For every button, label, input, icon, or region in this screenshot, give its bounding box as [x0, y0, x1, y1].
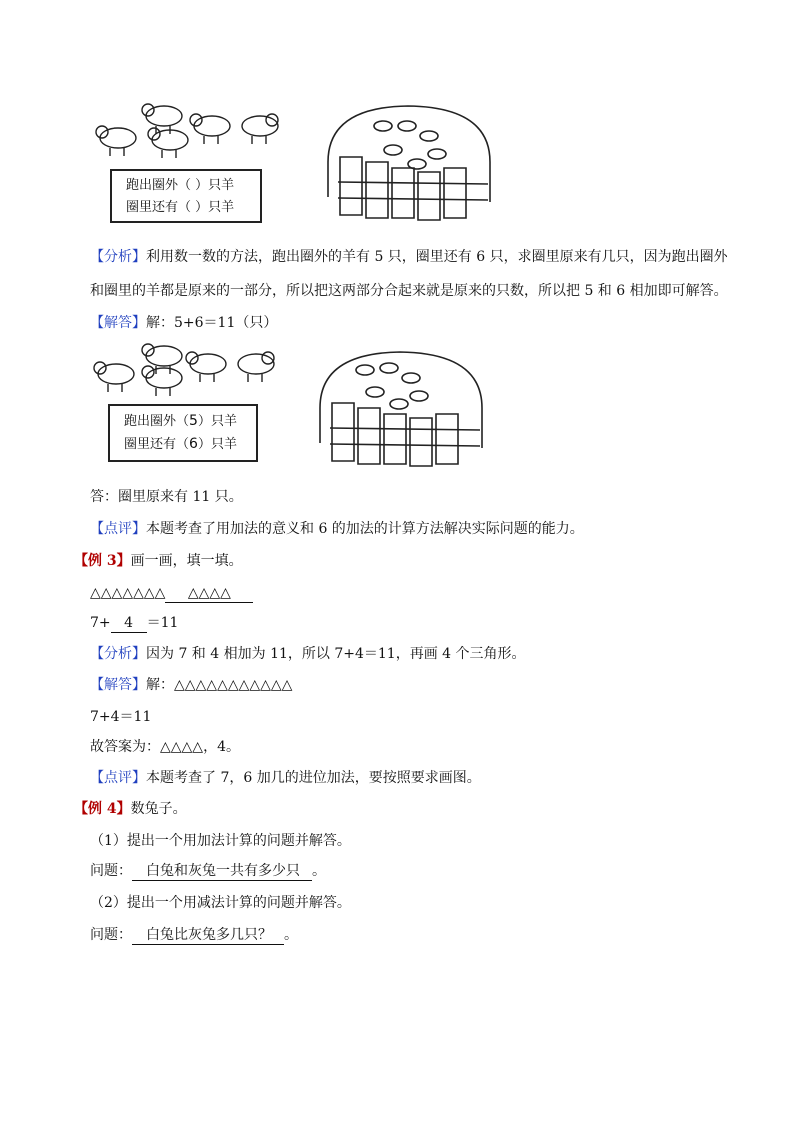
- q2-end: 。: [284, 927, 298, 943]
- example3-comment: [90, 769, 481, 787]
- eq-blank: 4: [111, 615, 147, 633]
- analysis1-line1: [90, 248, 728, 266]
- box-answer-line-outside: [124, 410, 242, 433]
- example3-answer-eq: 7+4＝11: [90, 709, 152, 725]
- reply1-line: 答：圈里原来有 11 只。: [90, 489, 243, 505]
- example4-q2-answer: [90, 926, 298, 945]
- box-line-inside: 圈里还有（ ）只羊: [126, 200, 235, 215]
- example3-comment-text: 本题考查了 7，6 加几的进位加法，要按照要求画图。: [146, 770, 481, 786]
- example4-q1-answer: [90, 862, 326, 881]
- example3-answer: [90, 676, 292, 694]
- comment-tag: 【点评】: [90, 521, 146, 537]
- example3-heading: [74, 552, 243, 570]
- answer-tag: 【解答】: [90, 677, 146, 693]
- example3-answer-text: 解：△△△△△△△△△△△: [146, 677, 293, 693]
- sheep-group-illustration-2: [88, 340, 288, 410]
- box-answer-text: ）只羊: [197, 414, 237, 429]
- triangles-blank: △△△△: [165, 585, 253, 603]
- box-answer-number-6: 6: [189, 436, 198, 452]
- answer1-line: [90, 314, 277, 332]
- sheep-count-box-answer: [108, 404, 258, 462]
- q2-answer-blank: 白兔比灰兔多几只？: [132, 927, 284, 945]
- eq-post: ＝11: [146, 615, 179, 631]
- comment1-text: 本题考查了用加法的意义和 6 的加法的计算方法解决实际问题的能力。: [146, 521, 584, 537]
- triangles-given: △△△△△△△: [90, 585, 166, 601]
- box-answer-line-inside: [124, 433, 242, 456]
- example3-triangles: [90, 584, 253, 603]
- comment-tag: 【点评】: [90, 770, 146, 786]
- box-answer-text: 圈里还有（: [124, 437, 190, 452]
- example3-analysis: [90, 645, 526, 663]
- example4-title: 数兔子。: [130, 801, 187, 817]
- q1-end: 。: [312, 863, 326, 879]
- box-line-outside: 跑出圈外（ ）只羊: [126, 178, 235, 193]
- example3-equation: [90, 614, 178, 633]
- sheep-pen-illustration-2: [310, 348, 492, 468]
- q1-answer-blank: 白兔和灰兔一共有多少只: [132, 863, 312, 881]
- comment1-line: [90, 520, 584, 538]
- q1-label: 问题：: [90, 863, 132, 879]
- example4-tag: 【例 4】: [74, 801, 131, 817]
- answer-tag: 【解答】: [90, 315, 146, 331]
- box-answer-number-5: 5: [189, 413, 198, 429]
- example3-final: 故答案为：△△△△，4。: [90, 739, 240, 755]
- box-answer-text: ）只羊: [197, 437, 237, 452]
- example4-heading: [74, 800, 187, 818]
- sheep-group-illustration: [90, 96, 290, 166]
- example3-tag: 【例 3】: [74, 553, 131, 569]
- example4-q1: （1）提出一个用加法计算的问题并解答。: [90, 833, 351, 849]
- analysis-tag: 【分析】: [90, 646, 146, 662]
- example3-analysis-text: 因为 7 和 4 相加为 11，所以 7+4＝11，再画 4 个三角形。: [146, 646, 526, 662]
- example3-title: 画一画，填一填。: [130, 553, 243, 569]
- box-answer-text: 跑出圈外（: [124, 414, 190, 429]
- analysis-tag: 【分析】: [90, 249, 146, 265]
- sheep-pen-illustration: [318, 102, 498, 222]
- eq-pre: 7+: [90, 615, 111, 631]
- sheep-count-box: [110, 169, 262, 223]
- analysis1-line2: 和圈里的羊都是原来的一部分，所以把这两部分合起来就是原来的只数，所以把 5 和 6 相加即可解答。: [90, 283, 728, 299]
- answer1-text: 解：5+6＝11（只）: [146, 315, 278, 331]
- example4-q2: （2）提出一个用减法计算的问题并解答。: [90, 895, 351, 911]
- q2-label: 问题：: [90, 927, 132, 943]
- analysis1-text1: 利用数一数的方法，跑出圈外的羊有 5 只，圈里还有 6 只，求圈里原来有几只，因为跑出圈外: [146, 249, 728, 265]
